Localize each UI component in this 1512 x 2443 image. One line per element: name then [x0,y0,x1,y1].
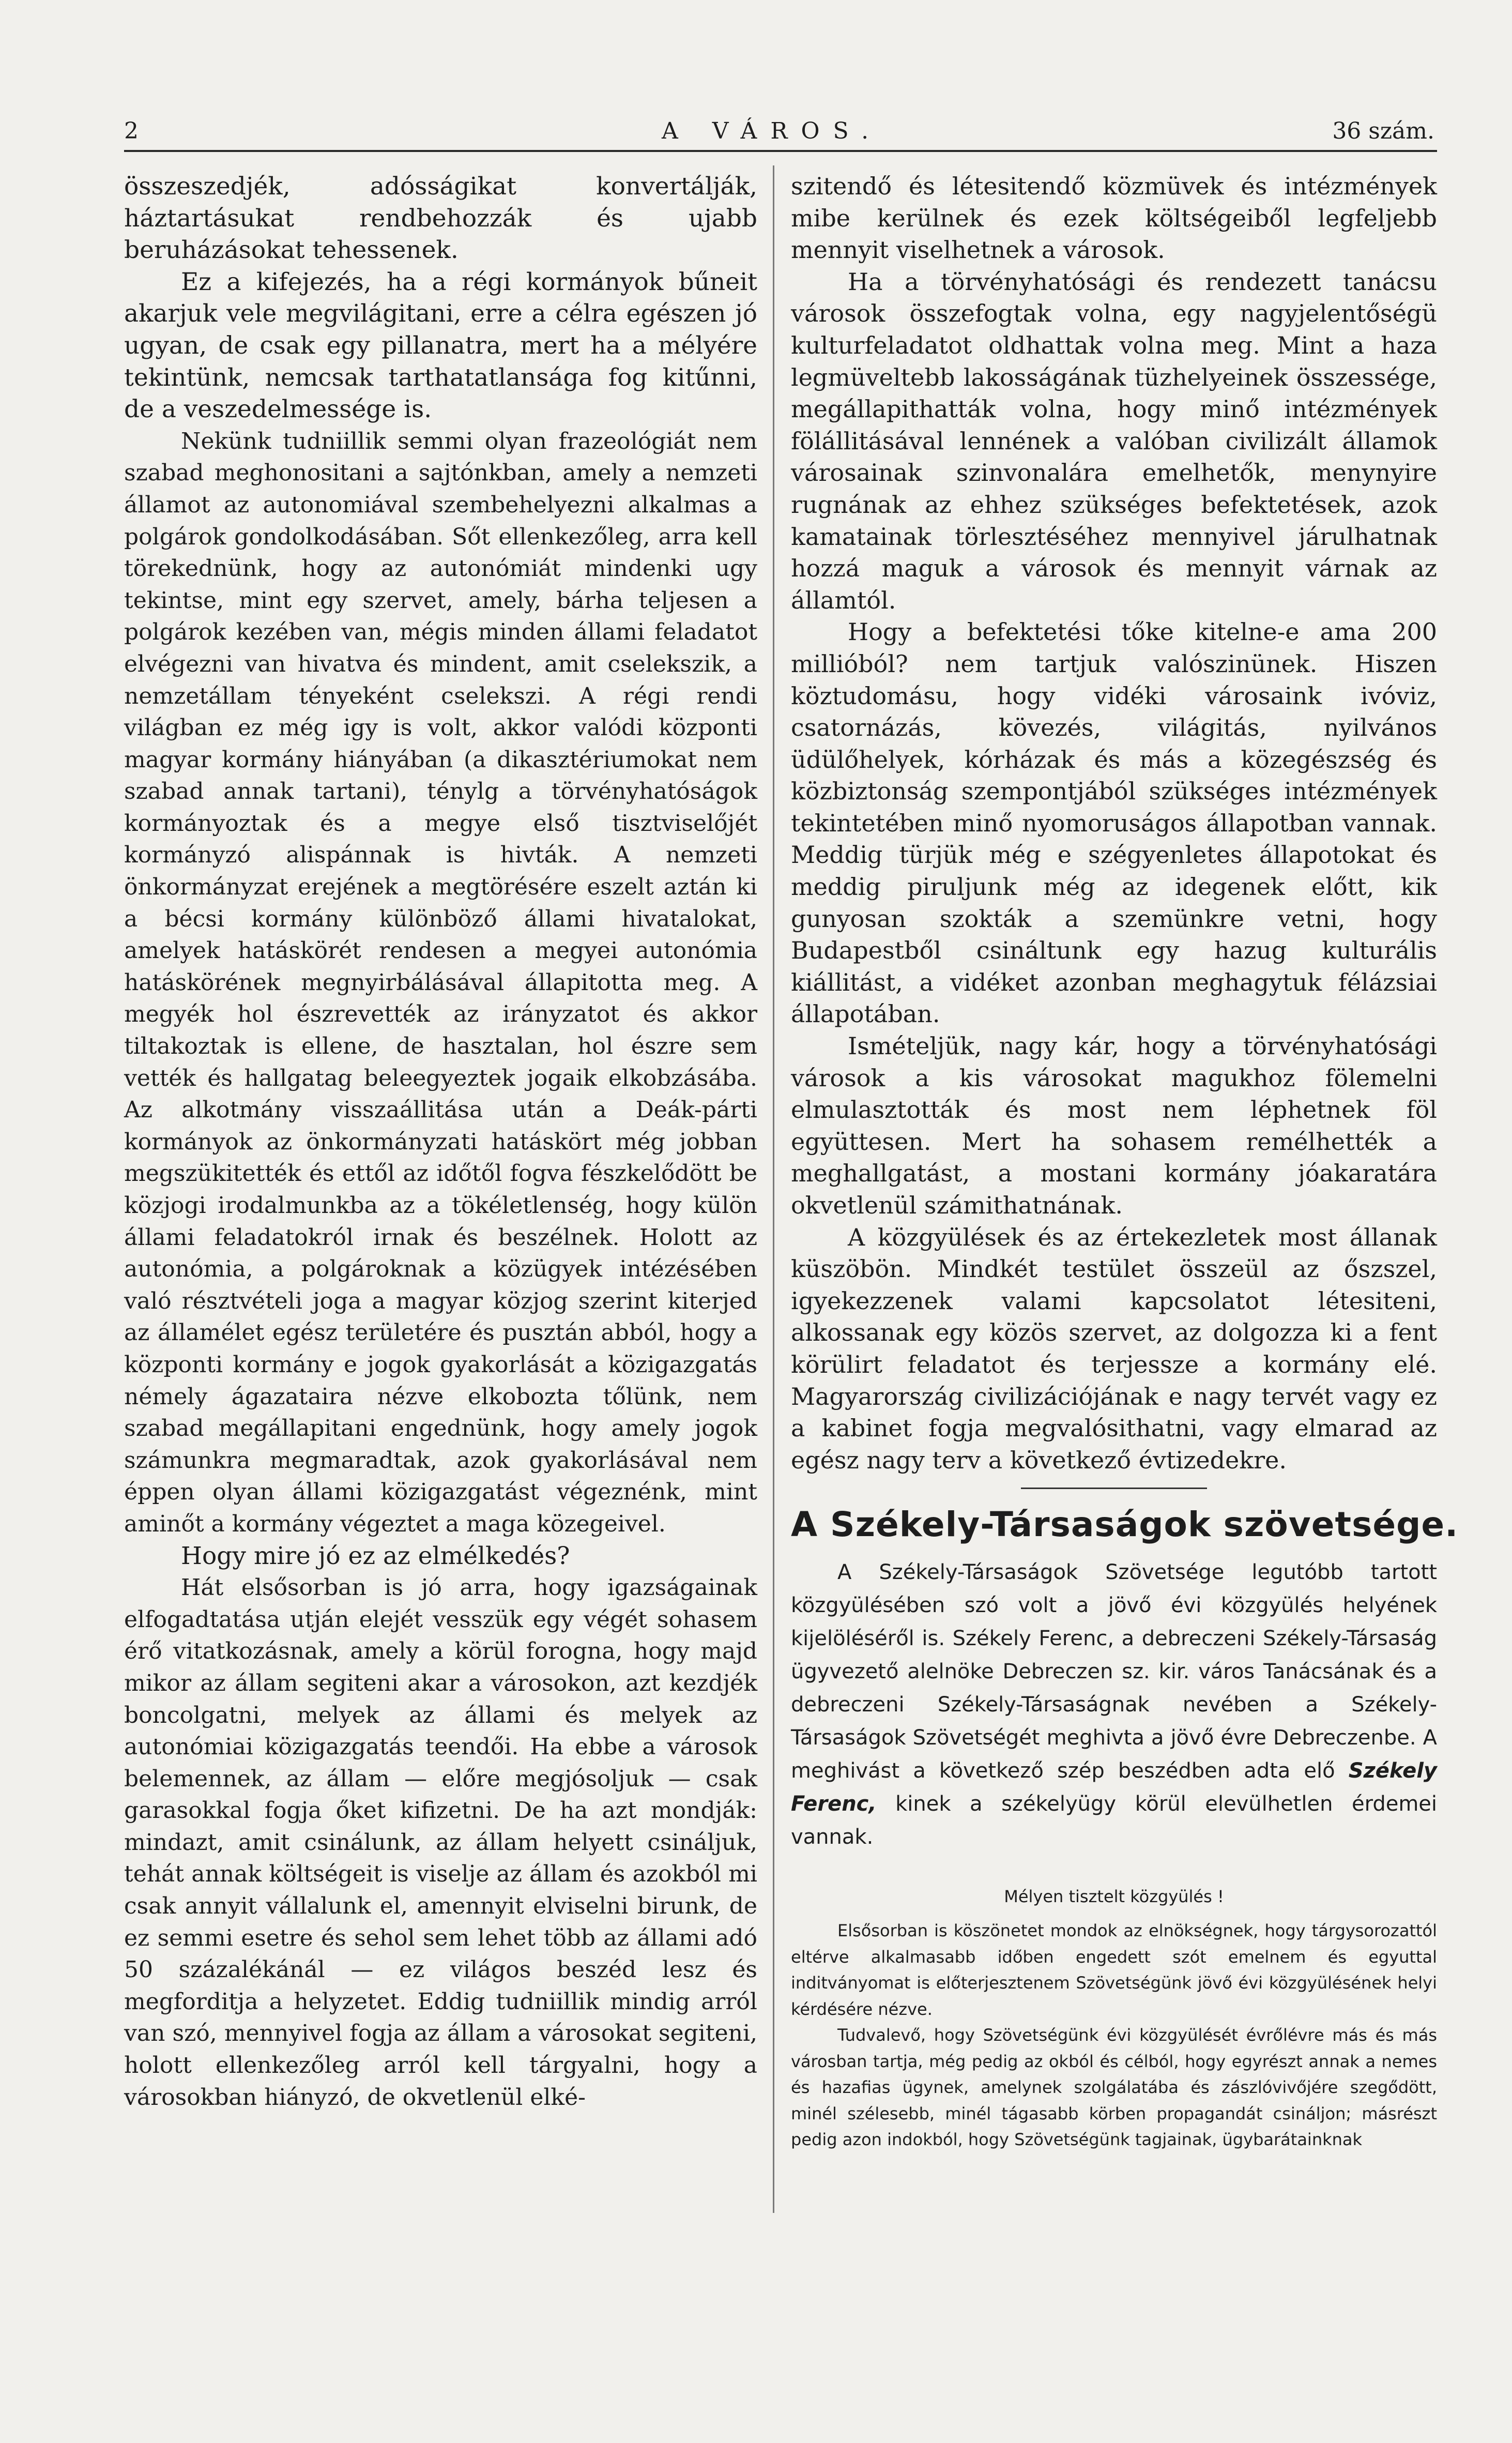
paragraph: Ha a törvényhatósági és rendezett tanácsu városok összefogtak volna, egy nagyjelentőségü kulturfeladatot oldhattak volna meg. Mint a haza legmüveltebb lakosságának tüzhelyeinek összessége, megállapithatták volna, hogy minő intézmények fölállitásával lennének a valóban civilizált államok városainak szinvonalára emelhetők, menynyire rugnának az ehhez szükséges befektetések, azok kamatainak törlesztéséhez mennyivel járulhatnak hozzá maguk a városok és mennyit várnak az államtól. [791,267,1437,614]
paragraph: A közgyülések és az értekezletek most állanak küszöbön. Mindkét testület összeül az őszszel, igyekezzenek valami kapcsolatot létesiteni, alkossanak egy közös szervet, az dolgozza ki a fent körülirt feladatot és terjessze a kormány elé. Magyarország civilizációjának e nagy tervét vagy ez a kabinet fogja megvalósithatni, vagy elmarad az egész nagy terv a következő évtizedekre. [791,1223,1437,1474]
paragraph: összeszedjék, adósságikat konvertálják, háztartásukat rendbehozzák és ujabb beruházásokat tehessenek. [124,172,757,265]
speech-paragraph: Elsősorban is köszönetet mondok az elnökségnek, hogy tárgysorozattól eltérve alkalmasabb időben engedett szót emelnem és egyuttal inditványomat is előterjesztenem Szövetségünk jövő évi közgyülésének helyi kérdésére nézve. [791,1921,1437,2019]
masthead-title: A VÁROS. [662,118,882,144]
paragraph: Nekünk tudniillik semmi olyan frazeológiát nem szabad meghonositani a sajtónkban, amely a nemzeti államot az autonomiával szembehelyezni alkalmas a polgárok gondolkodásában. Sőt ellenkezőleg, arra kell törekednünk, hogy az autonómiát mindenki ugy tekintse, mint egy szervet, amely, bárha teljesen a polgárok kezében van, mégis minden állami feladatot elvégezni van hivatva és mindent, amit cselekszik, a nemzetállam tényeként cselekszi. A régi rendi világban ez még igy is volt, akkor valódi központi magyar kormány hiányában (a dikasztériumokat nem szabad annak tartani), ténylg a törvényhatóságok kormányoztak és a megye első tisztviselőjét kormányzó alispánnak is hivták. A nemzeti önkormányzat erejének a megtörésére eszelt aztán ki a bécsi kormány különböző állami hivatalokat, amelyek hatáskörét rendesen a megyei autonómia hatáskörének megnyirbálásával állapitotta meg. A megyék hol észrevették az irányzatot és akkor tiltakoztak is ellene, de hasztalan, hol észre sem vették és hallgatag beleegyeztek jogaik elkobzásába. Az alkotmány visszaállitása után a Deák-párti kormányok az önkormányzati hatáskört még jobban megszükitették és ettől az időtől fogva fészkelődött be közjogi irodalmunkba az a tökéletlenség, hogy külön állami feladatokról irnak és beszélnek. Holott az autonómia, a polgároknak a közügyek intézésében való résztvételi joga a magyar közjog szerint kiterjed az államélet egész területére és pusztán abból, hogy a központi kormány e jogok gyakorlását a közigazgatás némely ágazataira nézve elkobozta tőlünk, nem szabad megállapitani engednünk, hogy amely jogok számunkra megmaradtak, azok gyakorlásával nem éppen olyan állami közigazgatást végeznénk, mint aminőt a kormány végeztet a maga közegeivel. [124,428,757,1537]
section-lead [791,1556,1437,1854]
page-number: 2 [124,118,139,144]
salutation: Mélyen tisztelt közgyülés ! [1004,1887,1224,1907]
lead-text-end: kinek a székelyügy körül elevülhetlen érdemei vannak. [791,1792,1438,1849]
column-divider [773,165,774,2213]
page-header [124,118,1434,149]
left-column [124,171,757,2113]
paragraph: Ismételjük, nagy kár, hogy a törvényhatósági városok a kis városokat magukhoz fölemelni elmulasztották és most nem léphetnek föl együttesen. Mert ha sohasem remélhették a meghallgatást, a mostani kormány jóakaratára okvetlenül számithatnának. [791,1032,1437,1219]
paragraph: szitendő és létesitendő közmüvek és intézmények mibe kerülnek és ezek költségeiből legfeljebb mennyit viselhetnek a városok. [791,172,1437,264]
paragraph: Ez a kifejezés, ha a régi kormányok bűneit akarjuk vele megvilágitani, erre a célra egészen jó ugyan, de csak egy pillanatra, mert ha a mélyére tekintünk, nemcsak tarthatatlansága fog kitűnni, de a veszedelmessége is. [124,267,757,424]
header-rule [124,150,1437,152]
section-title: A Székely-Társaságok szövetsége. [791,1505,1459,1545]
lead-text: A Székely-Társaságok Szövetsége legutóbb tartott közgyülésében szó volt a jövő évi közgyülés helyének kijelöléséről is. Székely Ferenc, a debreczeni Székely-Társaság ügyvezető alelnöke Debreczen sz. kir. város Tanácsának és a debreczeni Székely-Társaságnak nevében a Székely-Társaságok Szövetségét meghivta a jövő évre Debreczenbe. A meghivást a következő szép beszédben adta elő [791,1560,1437,1783]
paragraph: Hogy mire jó ez az elmélkedés? [181,1541,570,1570]
speech-paragraph: Tudvalevő, hogy Szövetségünk évi közgyülését évrőlévre más és más városban tartja, még pedig az okból és célból, hogy egyrészt annak a nemes és hazafias ügynek, amelynek szolgálatába és zászlóvivőjére szegődött, minél szélesebb, minél tágasabb körben propagandát csináljon; másrészt pedig azon indokból, hogy Szövetségünk tagjainak, ügybarátainknak [791,2025,1437,2150]
paragraph: Hogy a befektetési tőke kitelne-e ama 200 millióból? nem tartjuk valószinünek. Hiszen köztudomásu, hogy vidéki városaink ivóviz, csatornázás, kövezés, világitás, nyilvános üdülőhelyek, kórházak és más a közegészség és közbiztonság szempontjából szükséges intézmények tekintetében minő nyomoruságos állapotban vannak. Meddig türjük még e szégyenletes állapotokat és meddig piruljunk még az idegenek előtt, kik gunyosan szokták a szemünkre vetni, hogy Budapestből csináltunk egy hazug kulturális kiállitást, a vidéket azonban meghagytuk félázsiai állapotában. [791,618,1437,1028]
speaker-name: Székely Ferenc, [791,1759,1437,1816]
right-column [791,171,1459,2153]
paragraph: Hát elsősorban is jó arra, hogy igazságainak elfogadtatása utján elejét vesszük egy végét sohasem érő vitatkozásnak, amely a körül forogna, hogy majd mikor az állam segiteni akar a városokon, azt kezdjék boncolgatni, melyek az állami és melyek az autonómiai közigazgatás teendői. Ha ebbe a városok belemennek, az állam — előre megjósoljuk — csak garasokkal fogja őket kifizetni. De ha azt mondják: mindazt, amit csinálunk, az állam helyett csináljuk, tehát annak költségeit is viselje az állam és azokból mi csak annyit vállalunk el, amennyit elviselni birunk, de ez semmi esetre és sehol sem lehet több az állami adó 50 százalékánál — ez világos beszéd lesz és megforditja a helyzetet. Eddig tudniillik mindig arról van szó, mennyivel fogja az állam a városokat segiteni, holott ellenkezőleg arról kell tárgyalni, hogy a városokban hiányzó, de okvetlenül elké- [124,1574,757,2111]
issue-number: 36 szám. [1332,118,1434,144]
section-separator [1021,1488,1207,1489]
